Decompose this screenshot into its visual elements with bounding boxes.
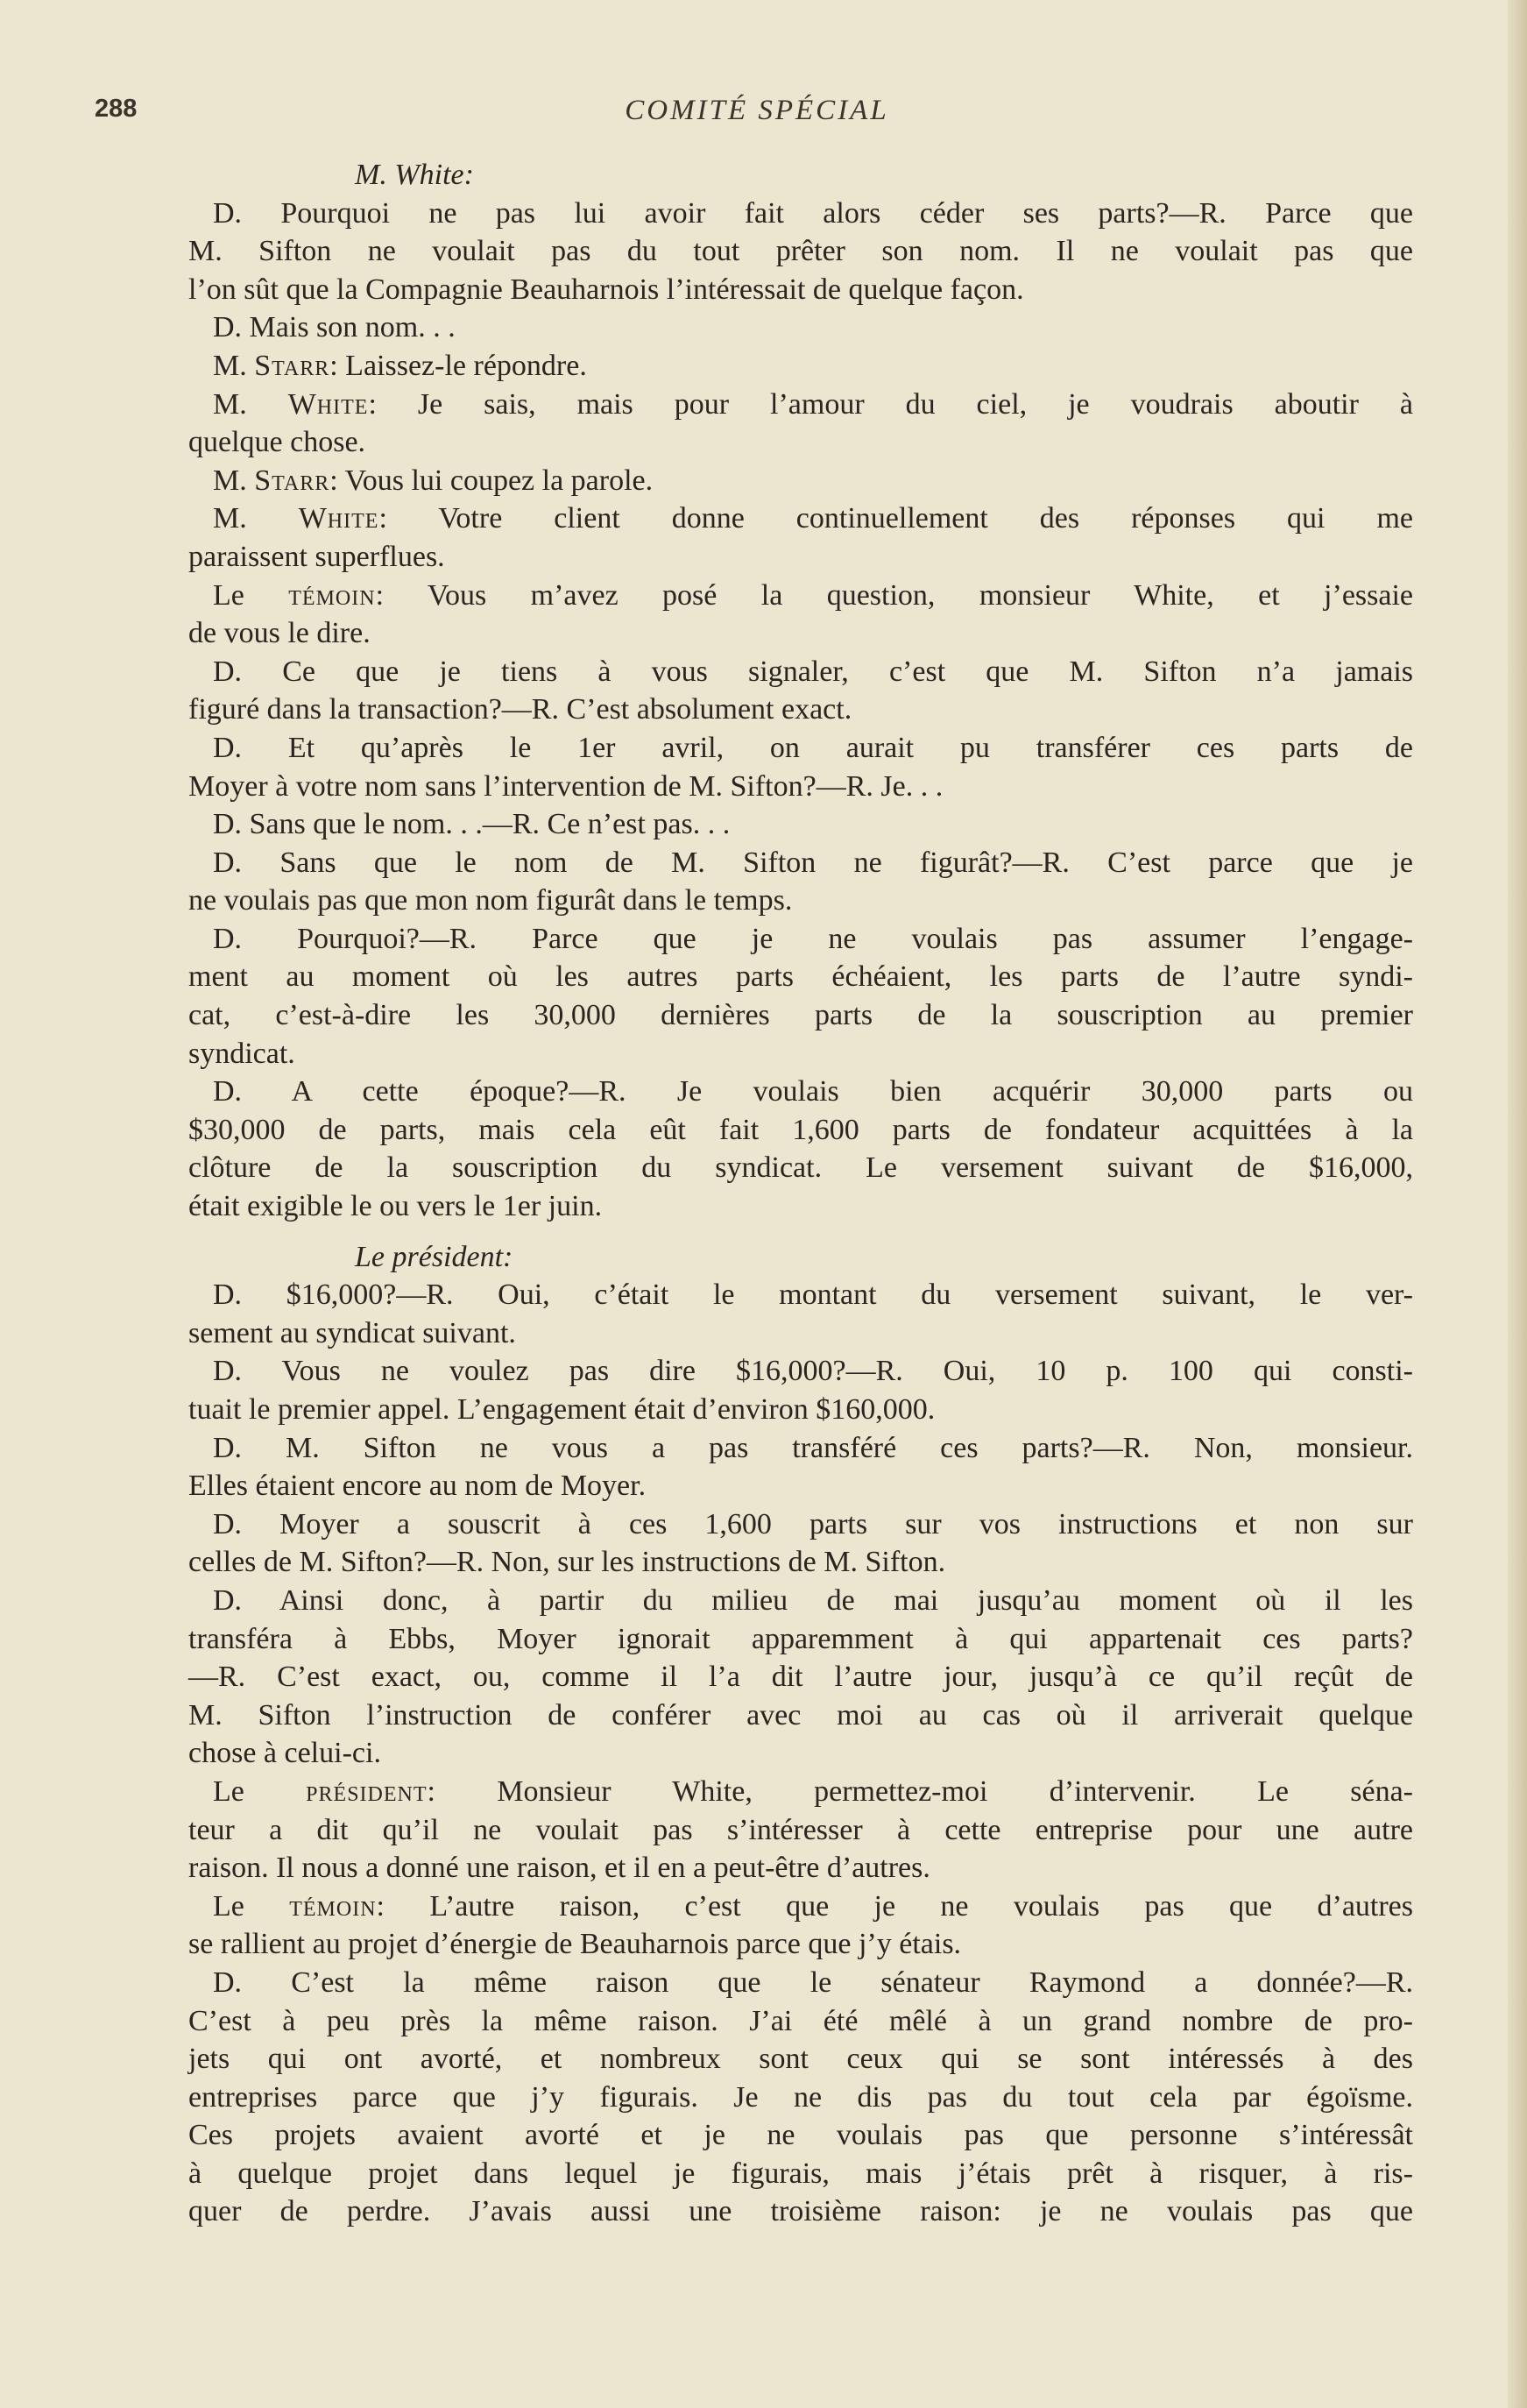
text-line: $30,000 de parts, mais cela eût fait 1,600 parts de fondateur acquittées à la xyxy=(188,1113,1413,1146)
speaker-text: : Monsieur White, permettez-moi d’intervenir. Le séna- xyxy=(427,1774,1413,1808)
speaker-name: Starr xyxy=(254,349,330,382)
text-line: D. M. Sifton ne vous a pas transféré ces parts?—R. Non, monsieur. xyxy=(213,1431,1413,1464)
speaker-line xyxy=(188,462,1413,500)
text-line: D. Sans que le nom de M. Sifton ne figurât?—R. C’est parce que je xyxy=(213,846,1413,879)
speaker-prefix: M. xyxy=(213,387,288,421)
speaker-prefix: M. xyxy=(213,464,255,497)
page-number: 288 xyxy=(95,95,138,123)
text-line: ment au moment où les autres parts échéaient, les parts de l’autre syndi- xyxy=(188,960,1413,994)
text-line: tuait le premier appel. L’engagement était d’environ $160,000. xyxy=(188,1393,936,1426)
text-line: celles de M. Sifton?—R. Non, sur les instructions de M. Sifton. xyxy=(188,1546,946,1579)
text-line: —R. C’est exact, ou, comme il l’a dit l’autre jour, jusqu’à ce qu’il reçût de xyxy=(188,1661,1413,1694)
text-line: D. Pourquoi?—R. Parce que je ne voulais pas assumer l’engage- xyxy=(213,922,1413,955)
text-line: Moyer à votre nom sans l’intervention de M. Sifton?—R. Je. . . xyxy=(188,769,944,803)
text-line: D. Ainsi donc, à partir du milieu de mai jusqu’au moment où il les xyxy=(213,1583,1413,1617)
text-line: était exigible le ou vers le 1er juin. xyxy=(188,1190,603,1223)
text-line: D. A cette époque?—R. Je voulais bien acquérir 30,000 parts ou xyxy=(213,1075,1413,1108)
text-line: D. Et qu’après le 1er avril, on aurait pu transférer ces parts de xyxy=(213,731,1413,764)
text-line: M. Sifton ne voulait pas du tout prêter son nom. Il ne voulait pas que xyxy=(188,235,1413,268)
text-line: ne voulais pas que mon nom figurât dans le temps. xyxy=(188,884,793,917)
text-line: jets qui ont avorté, et nombreux sont ceux qui se sont intéressés à des xyxy=(188,2043,1413,2076)
speaker-text: : Vous m’avez posé la question, monsieur White, et j’essaie xyxy=(375,578,1413,612)
speaker-text: : Laissez-le répondre. xyxy=(329,349,587,382)
text-line: D. C’est la même raison que le sénateur Raymond a donnée?—R. xyxy=(213,1965,1413,1999)
transcript-body xyxy=(188,156,1413,2231)
text-line: paraissent superflues. xyxy=(188,540,445,573)
text-line: raison. Il nous a donné une raison, et il en a peut-être d’autres. xyxy=(188,1852,930,1885)
speaker-prefix: Le xyxy=(213,578,289,612)
text-line: C’est à peu près la même raison. J’ai été mêlé à un grand nombre de pro- xyxy=(188,2004,1413,2037)
text-line: D. $16,000?—R. Oui, c’était le montant du versement suivant, le ver- xyxy=(213,1278,1413,1312)
text-line: Elles étaient encore au nom de Moyer. xyxy=(188,1470,647,1503)
speaker-prefix: Le xyxy=(213,1774,307,1808)
text-line: de vous le dire. xyxy=(188,617,371,650)
text-line: D. Mais son nom. . . xyxy=(213,311,456,344)
speaker-line xyxy=(188,1887,1413,1926)
speaker-prefix: M. xyxy=(213,349,255,382)
text-line: D. Moyer a souscrit à ces 1,600 parts sur vos instructions et non sur xyxy=(213,1507,1413,1540)
text-line: entreprises parce que j’y figurais. Je ne dis pas du tout cela par égoïsme. xyxy=(188,2080,1413,2114)
speaker-text: : Je sais, mais pour l’amour du ciel, je voudrais aboutir à xyxy=(368,387,1413,421)
running-head: COMITÉ SPÉCIAL xyxy=(625,95,889,126)
speaker-prefix: Le xyxy=(213,1889,290,1923)
speaker-line xyxy=(188,1773,1413,1811)
text-line: à quelque projet dans lequel je figurais, mais j’étais prêt à risquer, à ris- xyxy=(188,2157,1413,2190)
speaker-name: White xyxy=(298,502,379,535)
text-line: se rallient au projet d’énergie de Beauharnois parce que j’y étais. xyxy=(188,1928,962,1961)
speaker-text: : L’autre raison, c’est que je ne voulais pas que d’autres xyxy=(376,1889,1414,1923)
text-line: M. Sifton l’instruction de conférer avec moi au cas où il arriverait quelque xyxy=(188,1698,1413,1732)
speaker-name: président xyxy=(306,1774,428,1808)
text-line: D. Ce que je tiens à vous signaler, c’est que M. Sifton n’a jamais xyxy=(213,655,1413,688)
speaker-name: White xyxy=(287,387,369,421)
text-line: clôture de la souscription du syndicat. Le versement suivant de $16,000, xyxy=(188,1151,1413,1185)
text-line: D. Sans que le nom. . .—R. Ce n’est pas. . . xyxy=(213,808,731,841)
speaker-prefix: M. xyxy=(213,502,299,535)
text-line: quer de perdre. J’avais aussi une troisième raison: je ne voulais pas que xyxy=(188,2195,1413,2228)
speaker-line xyxy=(188,347,1413,386)
text-line: teur a dit qu’il ne voulait pas s’intéresser à cette entreprise pour une autre xyxy=(188,1813,1413,1846)
speaker-line xyxy=(188,386,1413,424)
text-line: D. Pourquoi ne pas lui avoir fait alors céder ses parts?—R. Parce que xyxy=(213,196,1413,230)
text-line: l’on sût que la Compagnie Beauharnois l’intéressait de quelque façon. xyxy=(188,273,1024,306)
speaker-heading: Le président: xyxy=(355,1240,513,1273)
text-line: figuré dans la transaction?—R. C’est absolument exact. xyxy=(188,693,852,726)
speaker-text: : Vous lui coupez la parole. xyxy=(329,464,654,497)
page-header xyxy=(95,95,1419,138)
text-line: syndicat. xyxy=(188,1037,295,1070)
text-line: cat, c’est-à-dire les 30,000 dernières parts de la souscription au premier xyxy=(188,999,1413,1032)
speaker-line xyxy=(188,499,1413,538)
speaker-name: témoin xyxy=(289,1889,377,1923)
speaker-name: Starr xyxy=(254,464,330,497)
text-line: chose à celui-ci. xyxy=(188,1737,381,1770)
speaker-heading: M. White: xyxy=(355,159,474,191)
text-line: quelque chose. xyxy=(188,426,366,459)
text-line: D. Vous ne voulez pas dire $16,000?—R. Oui, 10 p. 100 qui consti- xyxy=(213,1355,1413,1388)
text-line: transféra à Ebbs, Moyer ignorait apparemment à qui appartenait ces parts? xyxy=(188,1622,1413,1655)
text-line: sement au syndicat suivant. xyxy=(188,1316,516,1349)
page-edge xyxy=(1508,0,1527,2408)
speaker-text: : Votre client donne continuellement des réponses qui me xyxy=(378,502,1413,535)
speaker-name: témoin xyxy=(288,578,376,612)
text-line: Ces projets avaient avorté et je ne voulais pas que personne s’intéressât xyxy=(188,2119,1413,2152)
speaker-line xyxy=(188,577,1413,615)
